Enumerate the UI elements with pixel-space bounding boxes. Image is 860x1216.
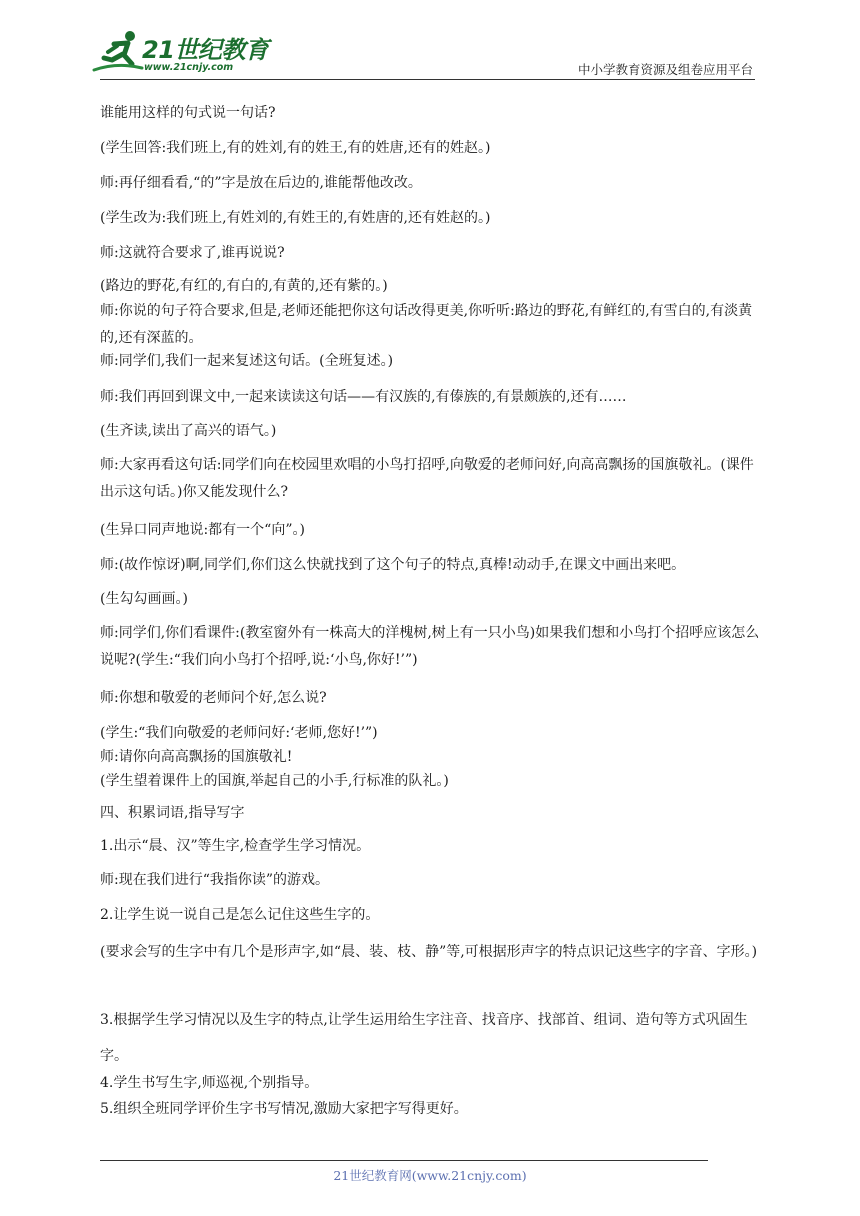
- paragraph: 师:你说的句子符合要求,但是,老师还能把你这句话改得更美,你听听:路边的野花,有鲜红的,有雪白的,有淡黄的,还有深蓝的。: [100, 303, 753, 346]
- paragraph: 师:(故作惊讶)啊,同学们,你们这么快就找到了这个句子的特点,真棒!动动手,在课文中画出来吧。: [100, 557, 686, 573]
- paragraph: (生齐读,读出了高兴的语气。): [100, 423, 277, 439]
- paragraph: (生勾勾画画。): [100, 591, 188, 607]
- paragraph: (要求会写的生字中有几个是形声字,如“晨、装、枝、静”等,可根据形声字的特点识记这些字的字音、字形。): [100, 944, 758, 960]
- paragraph: 师:大家再看这句话:同学们向在校园里欢唱的小鸟打招呼,向敬爱的老师问好,向高高飘扬的国旗敬礼。(课件出示这句话。)你又能发现什么?: [100, 457, 754, 500]
- footer-text: 21世纪教育网(www.21cnjy.com): [333, 1168, 527, 1183]
- logo-url: www.21cnjy.com: [144, 62, 234, 73]
- paragraph: (学生望着课件上的国旗,举起自己的小手,行标准的队礼。): [100, 773, 449, 789]
- paragraph: (路边的野花,有红的,有白的,有黄的,还有紫的。): [100, 278, 388, 294]
- paragraph: (学生回答:我们班上,有的姓刘,有的姓王,有的姓唐,还有的姓赵。): [100, 140, 491, 156]
- paragraph: 师:你想和敬爱的老师问个好,怎么说?: [100, 690, 327, 706]
- paragraph: 谁能用这样的句式说一句话?: [100, 105, 276, 121]
- paragraph: 师:再仔细看看,“的”字是放在后边的,谁能帮他改改。: [100, 175, 422, 191]
- paragraph: 师:同学们,你们看课件:(教室窗外有一株高大的洋槐树,树上有一只小鸟)如果我们想和小鸟打个招呼应该怎么说呢?(学生:“我们向小鸟打个招呼,说:‘小鸟,你好!’”): [100, 625, 760, 668]
- logo: [92, 28, 267, 80]
- paragraph: 2.让学生说一说自己是怎么记住这些生字的。: [100, 907, 380, 923]
- paragraph: 师:这就符合要求了,谁再说说?: [100, 245, 285, 261]
- paragraph: (学生:“我们向敬爱的老师问好:‘老师,您好!’”): [100, 725, 378, 741]
- runner-logo-icon: [92, 28, 144, 76]
- section-heading: 四、积累词语,指导写字: [100, 805, 245, 821]
- page-header: [0, 0, 860, 90]
- paragraph: 师:我们再回到课文中,一起来读读这句话——有汉族的,有傣族的,有景颇族的,还有……: [100, 389, 627, 405]
- paragraph: 1.出示“晨、汉”等生字,检查学生学习情况。: [100, 838, 371, 854]
- paragraph: 5.组织全班同学评价生字书写情况,激励大家把字写得更好。: [100, 1101, 468, 1117]
- platform-title: 中小学教育资源及组卷应用平台: [577, 62, 753, 77]
- paragraph: 师:请你向高高飘扬的国旗敬礼!: [100, 749, 293, 765]
- paragraph: (学生改为:我们班上,有姓刘的,有姓王的,有姓唐的,还有姓赵的。): [100, 210, 491, 226]
- footer-divider: [100, 1160, 708, 1161]
- paragraph: 师:同学们,我们一起来复述这句话。(全班复述。): [100, 353, 394, 369]
- paragraph: (生异口同声地说:都有一个“向”。): [100, 522, 305, 538]
- logo-text: 21世纪教育: [142, 36, 269, 64]
- paragraph: 4.学生书写生字,师巡视,个别指导。: [100, 1075, 319, 1091]
- paragraph: 师:现在我们进行“我指你读”的游戏。: [100, 872, 330, 888]
- paragraph: 3.根据学生学习情况以及生字的特点,让学生运用给生字注音、找音序、找部首、组词、造句等方式巩固生字。: [100, 1012, 748, 1064]
- header-divider: [100, 79, 755, 80]
